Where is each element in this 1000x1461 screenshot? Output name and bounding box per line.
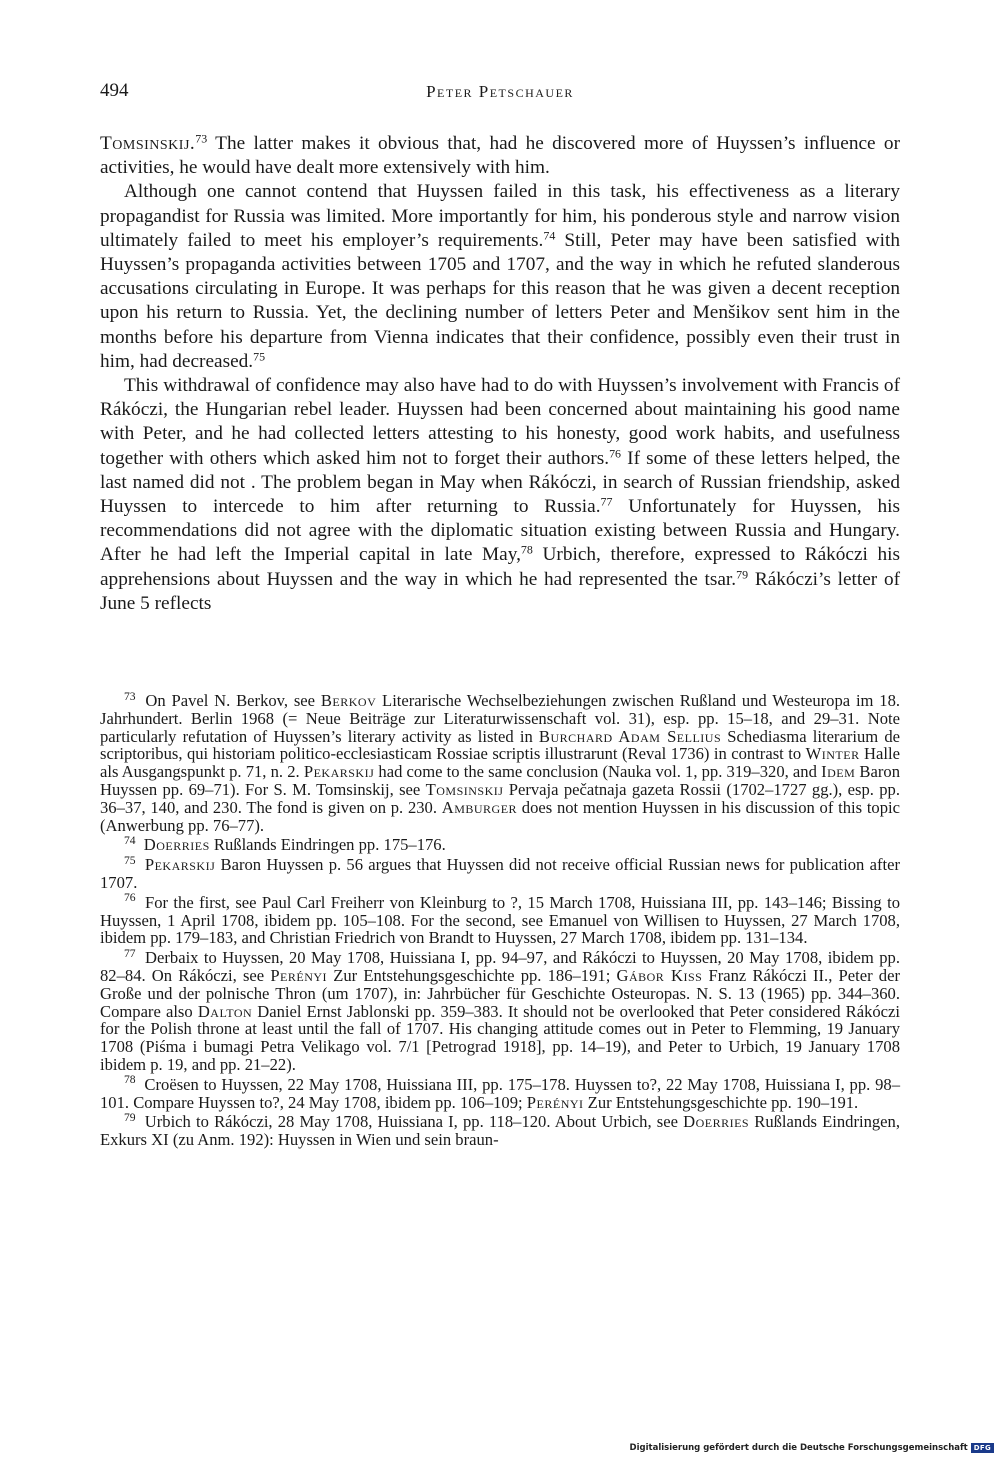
footnote-text: Zur Entstehungsgeschichte pp. 186–191; xyxy=(327,965,617,985)
footnote-text: On Pavel N. Berkov, see xyxy=(139,691,321,710)
footnote-text: Rußlands Eindringen, Exkurs XI (zu Anm. 192): Huyssen in Wien und sein braun- xyxy=(100,1112,900,1150)
footnote-ref-74: 74 xyxy=(543,228,556,243)
footnote-text: does not mention Huyssen in his discussion of this topic (Anwerbung pp. 76–77). xyxy=(100,797,901,835)
author-name: Winter xyxy=(805,744,860,764)
footnote-text: Urbich to Rákóczi, 28 May 1708, Huissiana I, pp. 118–120. About Urbich, see xyxy=(139,1112,684,1132)
paragraph-2 xyxy=(100,180,900,374)
main-text xyxy=(100,132,900,616)
footnote-77 xyxy=(100,946,901,1074)
author-name: Idem xyxy=(821,762,856,782)
footnotes xyxy=(100,689,901,1151)
footnote-number: 75 xyxy=(124,853,136,867)
running-head: Peter Petschauer xyxy=(426,82,574,101)
footnote-text: Derbaix to Huyssen, 20 May 1708, Huissiana I, pp. 94–97, and Rákóczi to Huyssen, 20 May 1708, ibidem pp. 82–84. On Rákóczi, see xyxy=(100,948,900,985)
paragraph-text: Although one cannot contend that Huyssen failed in this task, his effectiveness as a literary propagandist for Russia was limited. More importantly for him, his ponderous style and narrow vision ultimately failed to meet his employer’s requirements. xyxy=(100,181,900,251)
footnote-number: 79 xyxy=(124,1110,136,1124)
paragraph-text: This withdrawal of confidence may also have had to do with Huyssen’s involvement with Francis of Rákóczi, the Hungarian rebel leader. Huyssen had been concerned about maintaining his good name with Peter, and he had collected letters attesting to his honesty, good work habits, and usefulness together with others which asked him not to forget their authors. xyxy=(100,375,900,469)
author-name: Berkov xyxy=(320,691,377,710)
footnote-text: had come to the same conclusion (Nauka vol. 1, pp. 319–320, and xyxy=(374,762,822,782)
footnote-ref-78: 78 xyxy=(520,542,533,557)
footnote-text: Rußlands Eindringen pp. 175–176. xyxy=(209,835,446,855)
footnote-text: Schediasma literarium de scriptoribus, qui historiam politico-ecclesiasticam Rossiae scriptis illustrarunt (Reval 1736) in contrast to xyxy=(100,726,900,764)
footnote-text: Pervaja pečatnaja gazeta Rossii (1702–1727 gg.), esp. pp. 36–37, 140, and 230. The fond is given on p. 230. xyxy=(100,779,900,817)
footnote-75 xyxy=(100,853,900,892)
paragraph-text: Urbich, therefore, expressed to Rákóczi his apprehensions about Huyssen and the way in which he had represented the tsar. xyxy=(100,544,900,590)
author-name: Perényi xyxy=(270,965,328,985)
footnote-text: Halle als Ausgangspunkt p. 71, n. 2. xyxy=(100,744,900,782)
footnote-text: Franz Rákóczi II., Peter der Große und der polnische Thron (um 1707), in: Jahrbücher für Geschichte Osteuropas. N. S. 13 (1965) pp. 344–360. Compare also xyxy=(100,965,900,1021)
footnote-73 xyxy=(100,689,901,835)
footnote-text: Zur Entstehungsgeschichte pp. 190–191. xyxy=(583,1092,859,1112)
footnote-number: 74 xyxy=(124,833,136,847)
footnote-78 xyxy=(100,1073,900,1112)
author-name: Pekarskij xyxy=(303,762,375,782)
footnote-ref-79: 79 xyxy=(736,567,749,582)
footnote-text: Literarische Wechselbeziehungen zwischen Rußland und Westeuropa im 18. Jahrhundert. Berlin 1968 (= Neue Beiträge zur Literaturwissenschaft vol. 31), esp. pp. 15–18, and 29–31. Note particularly refutation of Huyssen’s literary activity as listed in xyxy=(100,691,901,746)
footnote-number: 73 xyxy=(124,689,136,703)
author-name: Doerries xyxy=(683,1112,750,1132)
footnote-ref-76: 76 xyxy=(609,446,622,461)
author-name: Burchard Adam Sellius xyxy=(538,726,722,746)
author-name: Gábor Kiss xyxy=(616,965,703,985)
author-name: Doerries xyxy=(143,835,210,855)
paragraph-text: Rákóczi’s letter of June 5 reflects xyxy=(100,568,900,614)
footnote-number: 77 xyxy=(124,946,136,960)
footnote-ref-73: 73 xyxy=(195,131,208,146)
paragraph-1 xyxy=(100,132,900,180)
footnote-number: 78 xyxy=(124,1073,136,1087)
paragraph-text: The latter makes it obvious that, had he discovered more of Huyssen’s influence or activities, he would have dealt more extensively with him. xyxy=(100,133,900,179)
footnote-76 xyxy=(100,891,900,948)
author-name: Pekarskij xyxy=(144,855,216,875)
footnote-ref-75: 75 xyxy=(253,349,266,364)
paragraph-text: Unfortunately for Huyssen, his recommendations did not agree with the diplomatic situation existing between Russia and Hungary. After he had left the Imperial capital in late May, xyxy=(100,496,901,566)
author-name: Dalton xyxy=(197,1001,253,1021)
author-name: Perényi xyxy=(526,1092,584,1112)
paragraph-text: Still, Peter may have been satisfied with Huyssen’s propaganda activities between 1705 and 1707, and the way in which he refuted slanderous accusations circulating in Europe. It was perhaps for this reason that he was given a decent reception upon his return to Russia. Yet, the declining number of letters Peter and Menšikov sent him in the months before his departure from Vienna indicates that their confidence, possibly even their trust in him, had decreased. xyxy=(100,229,900,372)
digitization-credit xyxy=(630,1443,994,1453)
footnote-text: Baron Huyssen pp. 69–71). For S. M. Tomsinskij, see xyxy=(100,762,900,799)
paragraph-3 xyxy=(100,374,900,616)
author-name: Amburger xyxy=(441,797,518,817)
footnote-ref-77: 77 xyxy=(600,494,613,509)
footnote-text: For the first, see Paul Carl Freiherr von Kleinburg to ?, 15 March 1708, Huissiana III, pp. 143–146; Bissing to Huyssen, 1 April 1708, ibidem pp. 105–108. For the second, see Emanuel von Willisen to Huyssen, 27 March 1708, ibidem pp. 179–183, and Christian Friedrich von Brandt to Huyssen, 27 March 1708, ibidem pp. 131–134. xyxy=(100,892,900,948)
footnote-74 xyxy=(100,833,900,855)
footnote-text: Daniel Ernst Jablonski pp. 359–383. It should not be overlooked that Peter considered Rákóczi for the Polish throne at least until the fall of 1707. His changing attitude comes out in Peter to Flemming, 19 January 1708 (Piśma i bumagi Petra Velikago vol. 7/1 [Petrograd 1918], pp. 14–19), and Peter to Urbich, 19 January 1708 ibidem p. 19, and pp. 21–22). xyxy=(100,1001,901,1074)
page-number: 494 xyxy=(100,80,129,101)
author-name: Tomsinskij. xyxy=(100,133,196,154)
paragraph-text: If some of these letters helped, the last named did not . The problem began in May when Rákóczi, in search of Russian friendship, asked Huyssen to intercede to him after returning to Russia. xyxy=(100,447,901,518)
footnote-79 xyxy=(100,1110,900,1150)
credit-text: Digitalisierung gefördert durch die Deutsche Forschungsgemeinschaft xyxy=(629,1443,968,1453)
author-name: Tomsinskij xyxy=(425,779,504,799)
footnote-text: Baron Huyssen p. 56 argues that Huyssen did not receive official Russian news for publication after 1707. xyxy=(100,855,900,892)
footnote-number: 76 xyxy=(124,891,136,905)
footnote-text: Croësen to Huyssen, 22 May 1708, Huissiana III, pp. 175–178. Huyssen to?, 22 May 1708, Huissiana I, pp. 98–101. Compare Huyssen to?, 24 May 1708, ibidem pp. 106–109; xyxy=(100,1074,900,1112)
dfg-logo: DFG xyxy=(971,1443,994,1453)
